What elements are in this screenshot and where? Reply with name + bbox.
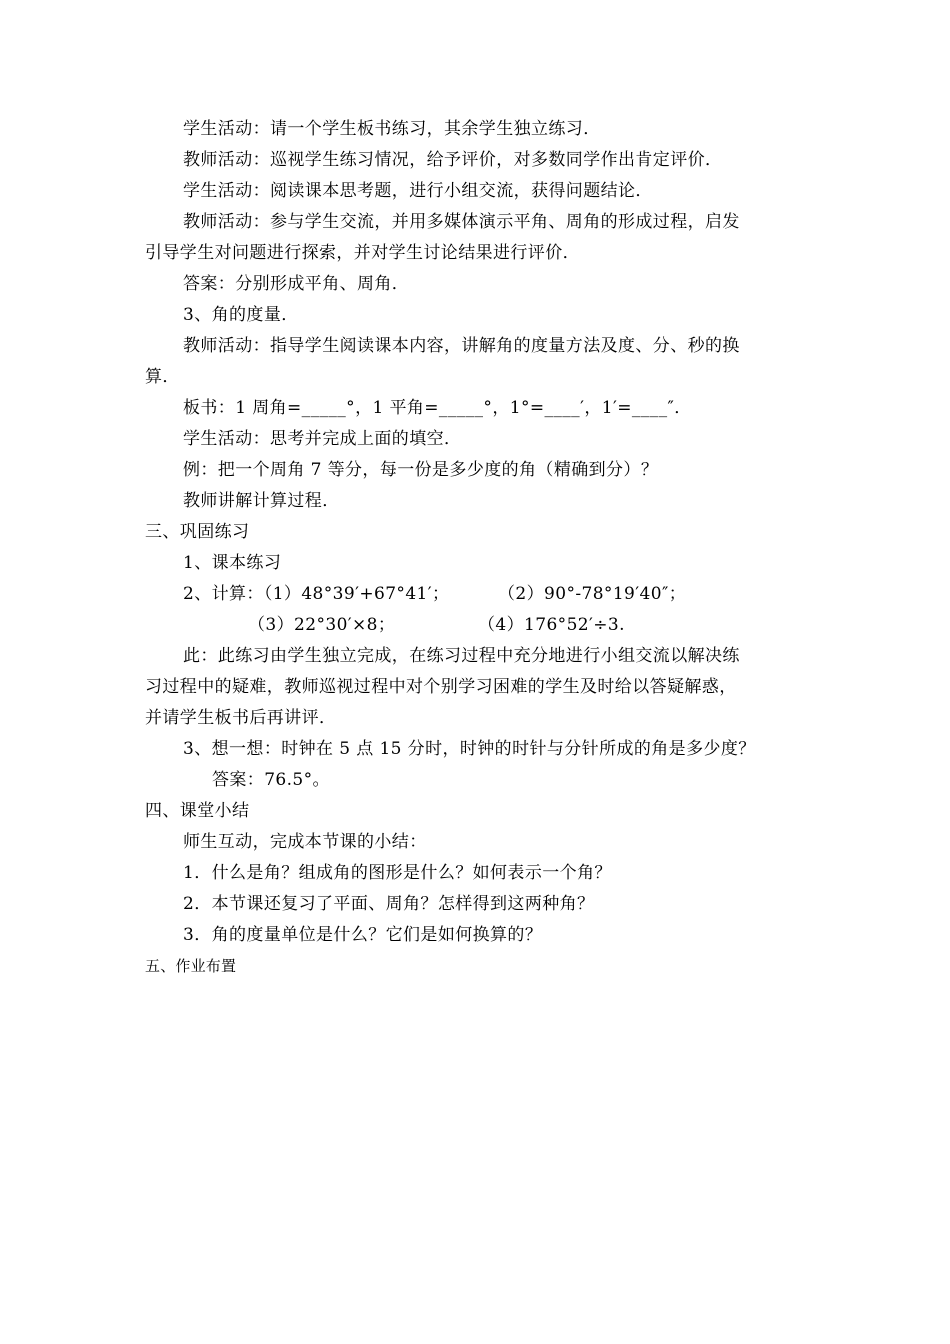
paragraph-teacher-activity-3-cont: 算． <box>145 367 180 387</box>
heading-homework: 五、作业布置 <box>145 957 237 975</box>
calc-item-2: （2）90°-78°19′40″； <box>498 584 687 604</box>
summary-question-1: 1．什么是角？组成角的图形是什么？如何表示一个角？ <box>183 863 612 883</box>
calc-item-1: 2、计算：（1）48°39′+67°41′； <box>183 584 450 604</box>
calc-item-4: （4）176°52′÷3. <box>478 615 625 635</box>
paragraph-practice-note: 此：此练习由学生独立完成，在练习过程中充分地进行小组交流以解决练 <box>183 646 740 666</box>
paragraph-teacher-activity-2: 教师活动：参与学生交流，并用多媒体演示平角、周角的形成过程，启发 <box>183 212 740 232</box>
summary-intro: 师生互动，完成本节课的小结： <box>183 832 427 852</box>
answer-line-1: 答案：分别形成平角、周角． <box>183 274 410 294</box>
paragraph-student-activity-2: 学生活动：阅读课本思考题，进行小组交流，获得问题结论． <box>183 181 653 201</box>
section-heading-angle-measure: 3、角的度量． <box>183 305 299 325</box>
example-line: 例：把一个周角 7 等分，每一份是多少度的角（精确到分）？ <box>183 460 659 480</box>
item-textbook-practice: 1、课本练习 <box>183 553 282 573</box>
heading-consolidation-practice: 三、巩固练习 <box>145 522 250 542</box>
paragraph-student-activity-1: 学生活动：请一个学生板书练习，其余学生独立练习． <box>183 119 601 139</box>
heading-class-summary: 四、课堂小结 <box>145 801 250 821</box>
paragraph-practice-note-cont-2: 并请学生板书后再讲评． <box>145 708 337 728</box>
answer-line-2: 答案：76.5°。 <box>212 770 330 790</box>
summary-question-3: 3．角的度量单位是什么？它们是如何换算的？ <box>183 925 543 945</box>
paragraph-teacher-explains: 教师讲解计算过程． <box>183 491 340 511</box>
paragraph-student-activity-3: 学生活动：思考并完成上面的填空． <box>183 429 462 449</box>
calc-item-3: （3）22°30′×8； <box>248 615 396 635</box>
paragraph-teacher-activity-2-cont: 引导学生对问题进行探索，并对学生讨论结果进行评价． <box>145 243 580 263</box>
paragraph-practice-note-cont-1: 习过程中的疑难，教师巡视过程中对个别学习困难的学生及时给以答疑解惑， <box>145 677 737 697</box>
paragraph-teacher-activity-3: 教师活动：指导学生阅读课本内容，讲解角的度量方法及度、分、秒的换 <box>183 336 740 356</box>
think-question-line: 3、想一想：时钟在 5 点 15 分时，时钟的时针与分针所成的角是多少度？ <box>183 739 756 759</box>
summary-question-2: 2．本节课还复习了平面、周角？怎样得到这两种角？ <box>183 894 595 914</box>
paragraph-teacher-activity-1: 教师活动：巡视学生练习情况，给予评价，对多数同学作出肯定评价． <box>183 150 723 170</box>
board-writing-line: 板书：1 周角=_____°，1 平角=_____°，1°=____′，1′=____″． <box>183 398 692 418</box>
